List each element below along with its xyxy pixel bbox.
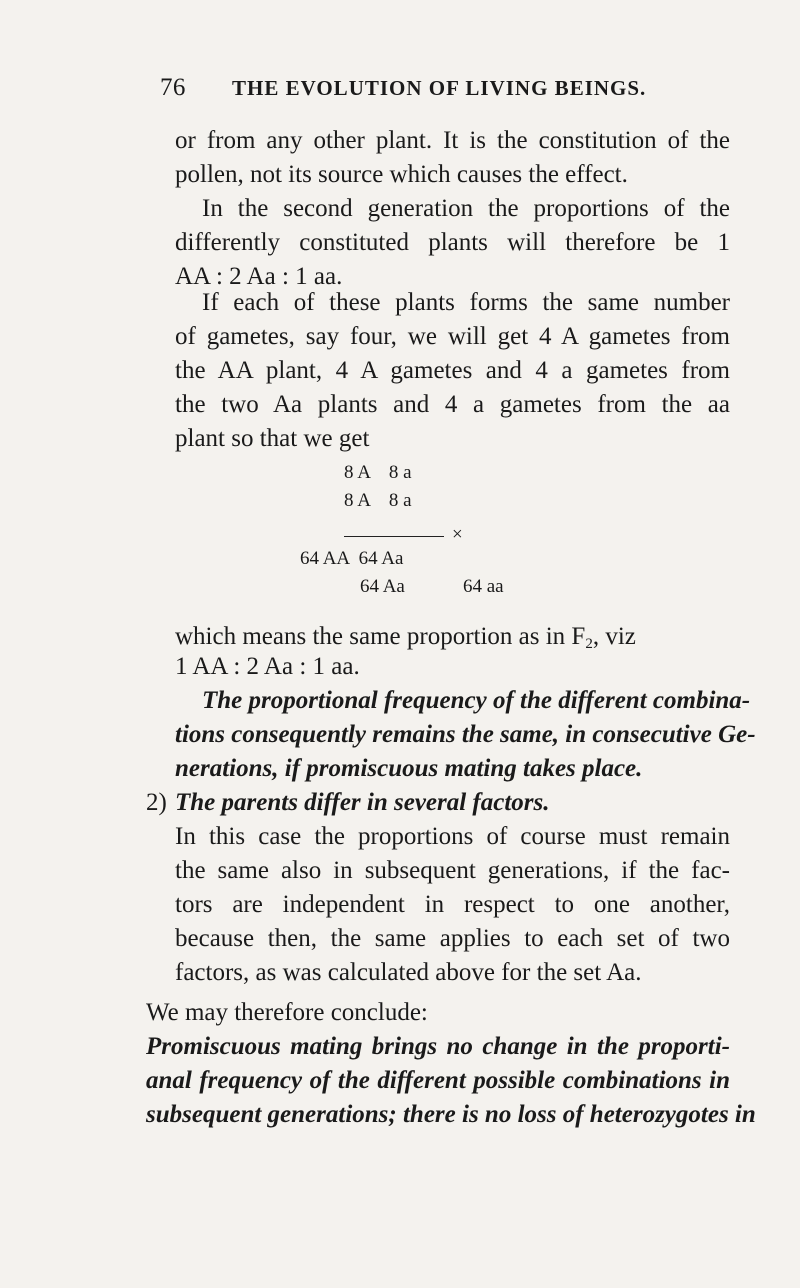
text-line: We may therefore conclude:	[146, 999, 428, 1026]
text-line: pollen, not its source which causes the effect.	[175, 161, 628, 188]
text-line: In this case the proportions of course must remain	[175, 823, 730, 850]
text-line: 1 AA : 2 Aa : 1 aa.	[175, 653, 360, 680]
text-span: which means the same proportion as in F	[175, 623, 586, 650]
chapter-title: THE EVOLUTION OF LIVING BEINGS.	[232, 76, 647, 100]
cross-row: 8 A 8 a	[344, 462, 412, 483]
italic-line: nerations, if promiscuous mating takes place.	[175, 755, 643, 782]
italic-line: subsequent generations; there is no loss of heterozygotes in	[146, 1101, 756, 1128]
subscript: 2	[585, 636, 593, 652]
text-line: In the second generation the proportions of the	[202, 195, 730, 222]
text-line: If each of these plants forms the same number	[202, 289, 730, 316]
italic-line: anal frequency of the different possible combinations in	[146, 1067, 730, 1094]
text-line: factors, as was calculated above for the set Aa.	[175, 959, 642, 986]
text-line: the AA plant, 4 A gametes and 4 a gametes from	[175, 357, 730, 384]
italic-line: The proportional frequency of the different combina-	[202, 687, 751, 714]
text-line: AA : 2 Aa : 1 aa.	[175, 263, 343, 290]
cross-sign: ×	[452, 524, 463, 545]
italic-line: Promiscuous mating brings no change in the proporti-	[146, 1033, 730, 1060]
cross-row: 64 AA 64 Aa	[300, 548, 404, 569]
text-line: or from any other plant. It is the constitution of the	[175, 127, 730, 154]
item-number: 2)	[146, 789, 167, 816]
cross-row: 8 A 8 a	[344, 490, 412, 511]
cross-rule	[344, 536, 444, 537]
text-line: the same also in subsequent generations, if the fac-	[175, 857, 730, 884]
item-title: The parents differ in several factors.	[175, 789, 550, 816]
running-header	[160, 74, 646, 102]
cross-row: 64 Aa	[360, 576, 405, 597]
text-line: of gametes, say four, we will get 4 A gametes from	[175, 323, 730, 350]
page-number: 76	[160, 74, 186, 101]
text-line: differently constituted plants will therefore be 1	[175, 229, 730, 256]
text-line: tors are independent in respect to one another,	[175, 891, 730, 918]
text-line: plant so that we get	[175, 425, 370, 452]
italic-line: tions consequently remains the same, in consecutive Ge-	[175, 721, 756, 748]
text-line: because then, the same applies to each set of two	[175, 925, 730, 952]
cross-row: 64 aa	[463, 576, 504, 597]
text-line: the two Aa plants and 4 a gametes from the aa	[175, 391, 730, 418]
text-span: , viz	[592, 623, 636, 650]
